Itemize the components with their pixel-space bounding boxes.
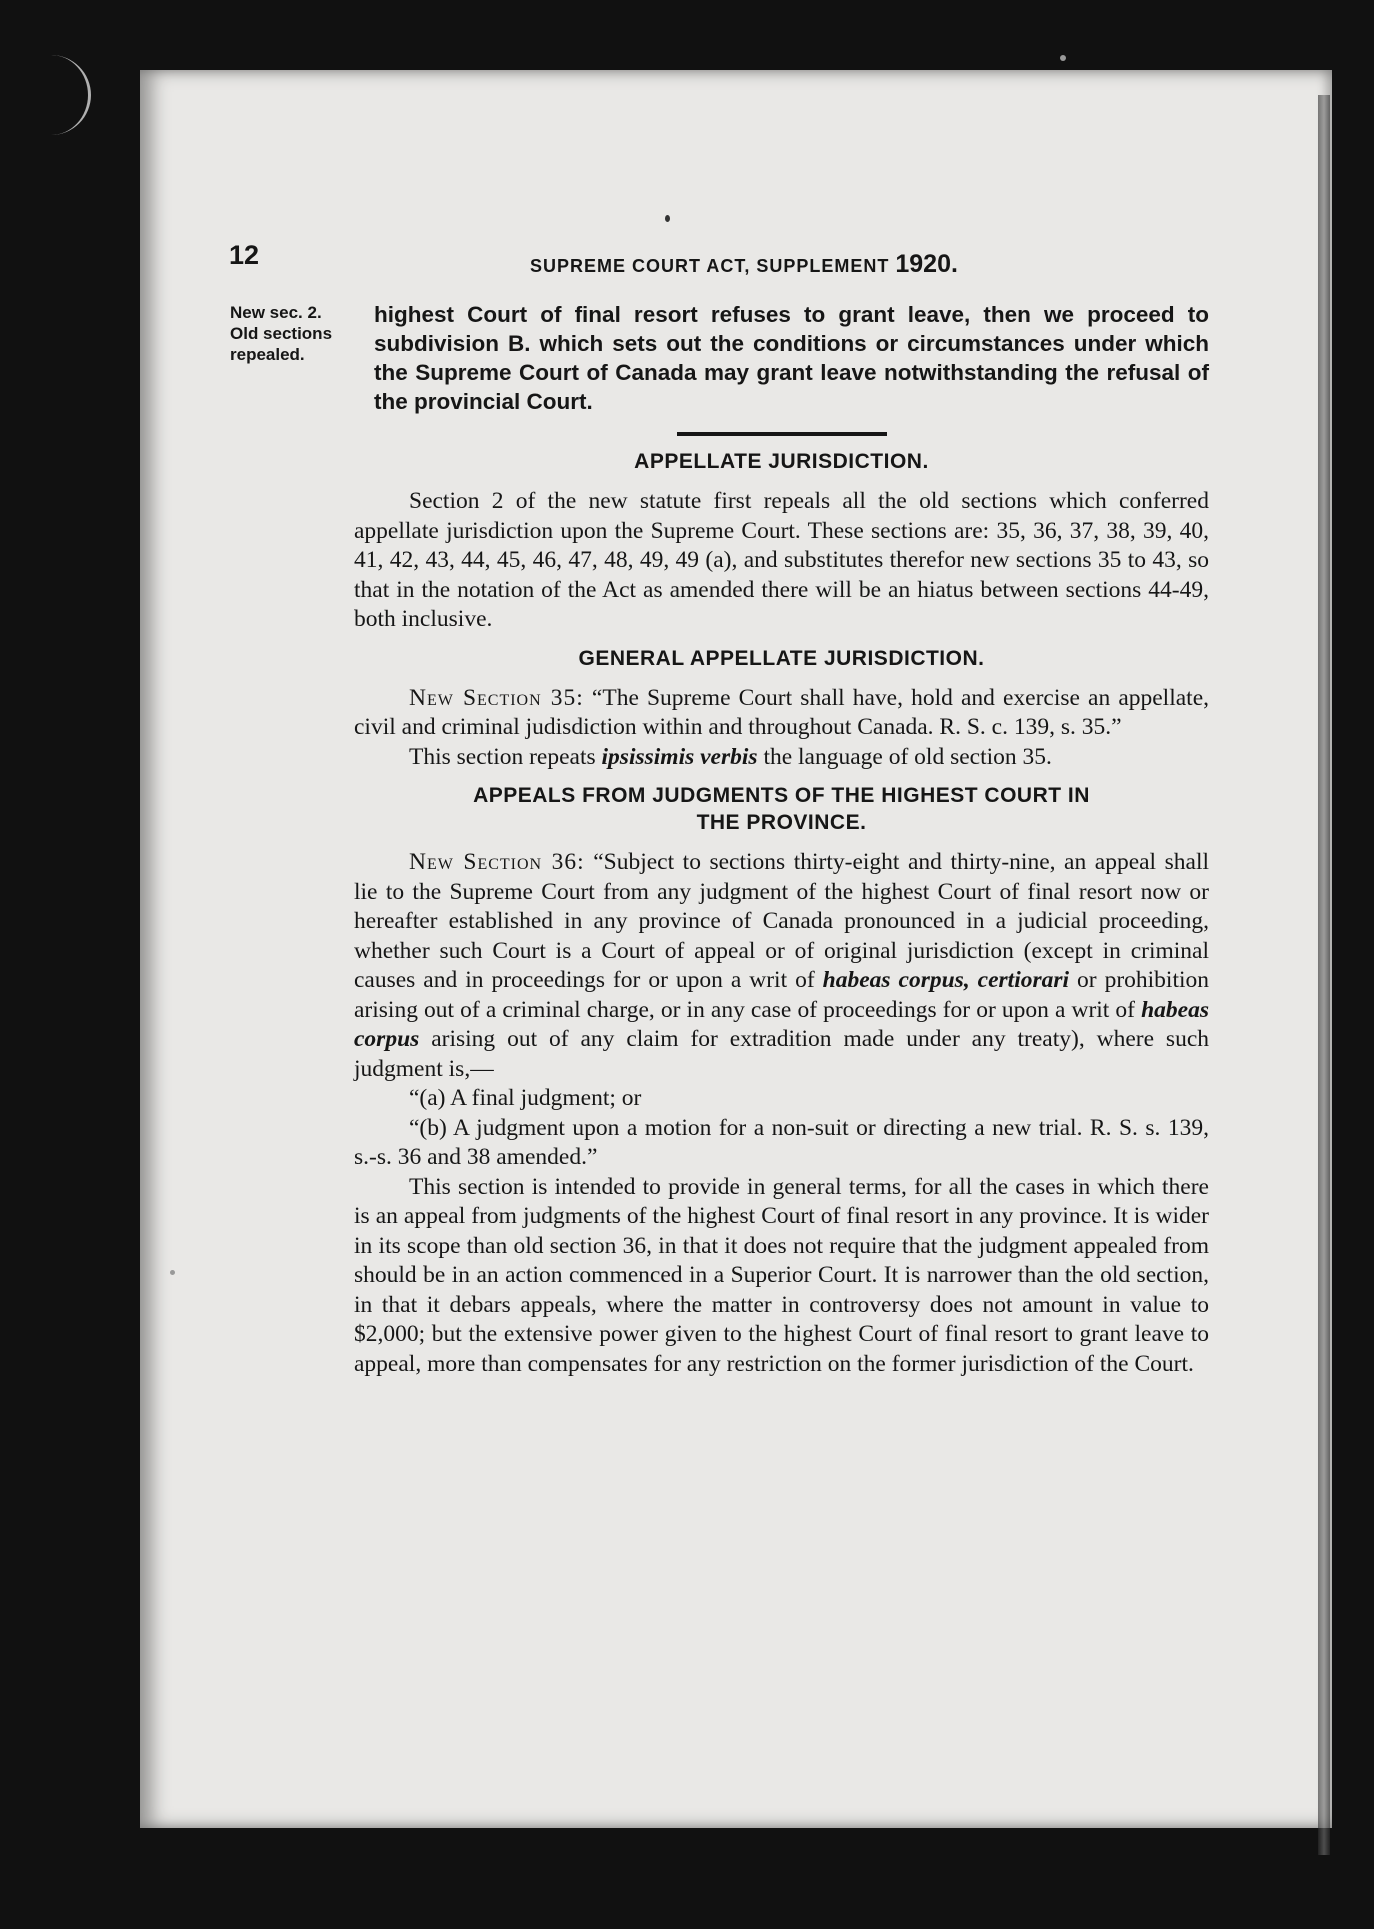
scan-speck — [1060, 55, 1066, 61]
paragraph-section-2: Section 2 of the new statute first repeals all the old sections which conferred appellate jurisdiction upon the Supreme Court. These sections are: 35, 36, 37, 38, 39, 40, 41, 42, 43, 44, 45, 46, 47, 48, 49, 49 (a), and substitutes therefor new sections 35 to 43, so that in the notation of the Act as amended there will be an hiatus between sections 44-49, both inclusive. — [354, 488, 1209, 632]
section-label: New Section 35: — [409, 684, 584, 711]
paragraph-section-35-note — [354, 743, 1209, 773]
quote-text: or prohibition arising out of a criminal charge, or in any case of proceedings for or upon a writ of — [354, 967, 1210, 1023]
margin-note-line: repealed. — [230, 345, 305, 364]
margin-note-line: New sec. 2. — [230, 303, 322, 322]
note-text: This section repeats — [409, 743, 596, 770]
margin-note — [230, 302, 365, 365]
latin-phrase: habeas corpus — [354, 996, 1210, 1052]
main-text — [354, 300, 1209, 1379]
heading-appellate-jurisdiction: APPELLATE JURISDICTION. — [634, 450, 929, 473]
heading-line: THE PROVINCE. — [696, 811, 867, 834]
paragraph-section-36-commentary: This section is intended to provide in general terms, for all the cases in which there is an appeal from judgments of the highest Court of final resort in any province. It is wider in its scope than old section 36, in that it does not require that the judgment appealed from should be in an action commenced in a Superior Court. It is narrower than the old section, in that it debars appeals, where the matter in controversy does not amount in value to $2,000; but the extensive power given to the highest Court of final resort to grant leave to appeal, more than compensates for any restriction on the former jurisdiction of the Court. — [354, 1173, 1209, 1377]
lead-paragraph: highest Court of final resort refuses to grant leave, then we proceed to subdivision B. which sets out the conditions or circumstances under which the Supreme Court of Canada may grant leave notwithstanding the refusal of the provincial Court. — [374, 302, 1209, 414]
section-divider — [677, 432, 887, 436]
scan-artifact-bracket — [38, 55, 91, 135]
running-head — [530, 250, 958, 279]
section-35-quote: “The Supreme Court shall have, hold and exercise an appellate, civil and criminal judisdiction within and throughout Canada. R. S. c. 139, s. 35.” — [354, 684, 1210, 740]
page-edge-shadow — [1318, 95, 1330, 1855]
scan-speck — [665, 215, 670, 222]
page-number: 12 — [229, 240, 260, 270]
list-item-a: “(a) A final judgment; or — [409, 1085, 642, 1111]
quote-text: arising out of any claim for extradition made under any treaty), where such judgment is,— — [354, 1026, 1210, 1082]
note-text: the language of old section 35. — [763, 743, 1052, 770]
quote-text: “Subject to sections thirty-eight and thirty-nine, an appeal shall lie to the Supreme Court from any judgment of the highest Court of final resort now or hereafter established in any province of Canada pronounced in a judicial proceeding, whether such Court is a Court of appeal or of original jurisdiction (except in criminal causes and in proceedings for or upon a writ of — [354, 849, 1210, 993]
paragraph-new-section-35 — [354, 684, 1209, 743]
section-label: New Section 36: — [409, 849, 585, 875]
paragraph-new-section-36 — [354, 848, 1209, 1084]
list-item-b: “(b) A judgment upon a motion for a non-suit or directing a new trial. R. S. s. 139, s.-s. 36 and 38 amended.” — [354, 1114, 1209, 1170]
heading-general-appellate-jurisdiction: GENERAL APPELLATE JURISDICTION. — [578, 646, 985, 670]
margin-note-line: Old sections — [230, 324, 333, 343]
heading-appeals-from-judgments — [354, 782, 1209, 836]
running-head-title: SUPREME COURT ACT, SUPPLEMENT — [530, 256, 890, 276]
heading-line: APPEALS FROM JUDGMENTS OF THE HIGHEST COURT IN — [473, 784, 1090, 807]
latin-phrase: habeas corpus, certiorari — [822, 967, 1070, 993]
latin-phrase: ipsissimis verbis — [601, 743, 758, 770]
scan-speck — [170, 1270, 175, 1275]
running-head-year: 1920. — [895, 250, 958, 278]
